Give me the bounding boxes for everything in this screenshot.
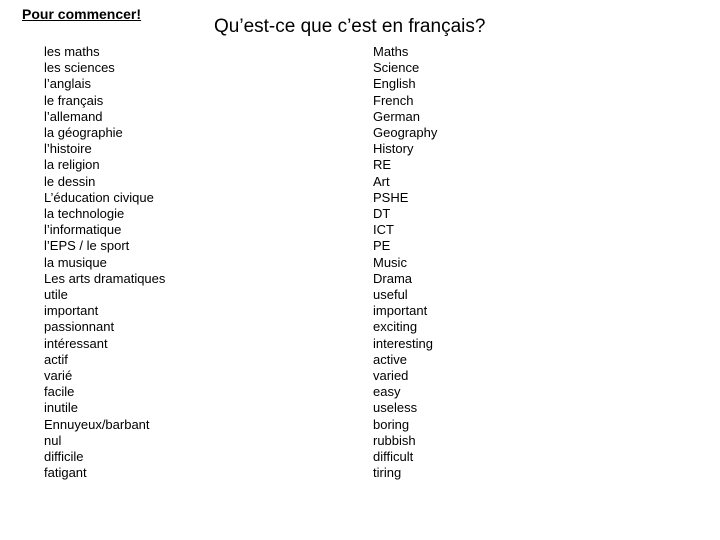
- english-word: German: [373, 108, 420, 124]
- page-title: Pour commencer!: [22, 6, 142, 22]
- french-word: la religion: [44, 157, 100, 173]
- english-word: boring: [373, 416, 410, 432]
- french-word: les maths: [44, 44, 100, 59]
- english-word: interesting: [373, 335, 433, 351]
- french-word: l’histoire: [44, 141, 92, 157]
- french-word: difficile: [44, 449, 84, 465]
- french-word: intéressant: [44, 335, 108, 351]
- english-word: PSHE: [373, 189, 409, 205]
- english-word: varied: [373, 368, 409, 384]
- english-word: rubbish: [373, 432, 416, 448]
- french-word: Les arts dramatiques: [44, 270, 166, 286]
- english-word: ICT: [373, 222, 394, 238]
- french-word: nul: [44, 432, 62, 448]
- english-word-list: [373, 44, 437, 481]
- english-word: French: [373, 92, 414, 108]
- french-word: le français: [44, 92, 104, 108]
- english-word: important: [373, 303, 428, 319]
- english-word: tiring: [373, 465, 402, 481]
- french-word: l’informatique: [44, 222, 122, 238]
- english-word: Geography: [373, 125, 438, 141]
- french-word: utile: [44, 287, 68, 303]
- french-word: la musique: [44, 254, 107, 270]
- english-word: Science: [373, 60, 420, 76]
- french-word: l’EPS / le sport: [44, 238, 130, 254]
- french-word: actif: [44, 351, 68, 367]
- french-word: L’éducation civique: [44, 189, 154, 205]
- french-word-list: [44, 44, 165, 481]
- french-word: varié: [44, 368, 73, 384]
- french-word: important: [44, 303, 99, 319]
- english-word: easy: [373, 384, 401, 400]
- french-word: Ennuyeux/barbant: [44, 416, 150, 432]
- english-word: Drama: [373, 270, 413, 286]
- english-word: PE: [373, 238, 391, 254]
- english-word: RE: [373, 157, 392, 173]
- english-word: DT: [373, 206, 391, 222]
- english-word: History: [373, 141, 414, 157]
- french-word: fatigant: [44, 465, 87, 481]
- french-word: le dessin: [44, 173, 96, 189]
- english-word: exciting: [373, 319, 418, 335]
- english-word: useless: [373, 400, 418, 416]
- french-word: l’allemand: [44, 108, 103, 124]
- english-word: Maths: [373, 44, 409, 59]
- french-word: l’anglais: [44, 76, 91, 92]
- english-word: active: [373, 351, 407, 367]
- english-word: difficult: [373, 449, 414, 465]
- french-word: les sciences: [44, 60, 115, 76]
- english-word: useful: [373, 287, 408, 303]
- french-word: la géographie: [44, 125, 123, 141]
- english-word: Art: [373, 173, 390, 189]
- french-word: facile: [44, 384, 75, 400]
- french-word: passionnant: [44, 319, 115, 335]
- question-heading: Qu’est-ce que c’est en français?: [214, 16, 486, 37]
- english-word: Music: [373, 254, 407, 270]
- french-word: la technologie: [44, 206, 125, 222]
- french-word: inutile: [44, 400, 78, 416]
- english-word: English: [373, 76, 416, 92]
